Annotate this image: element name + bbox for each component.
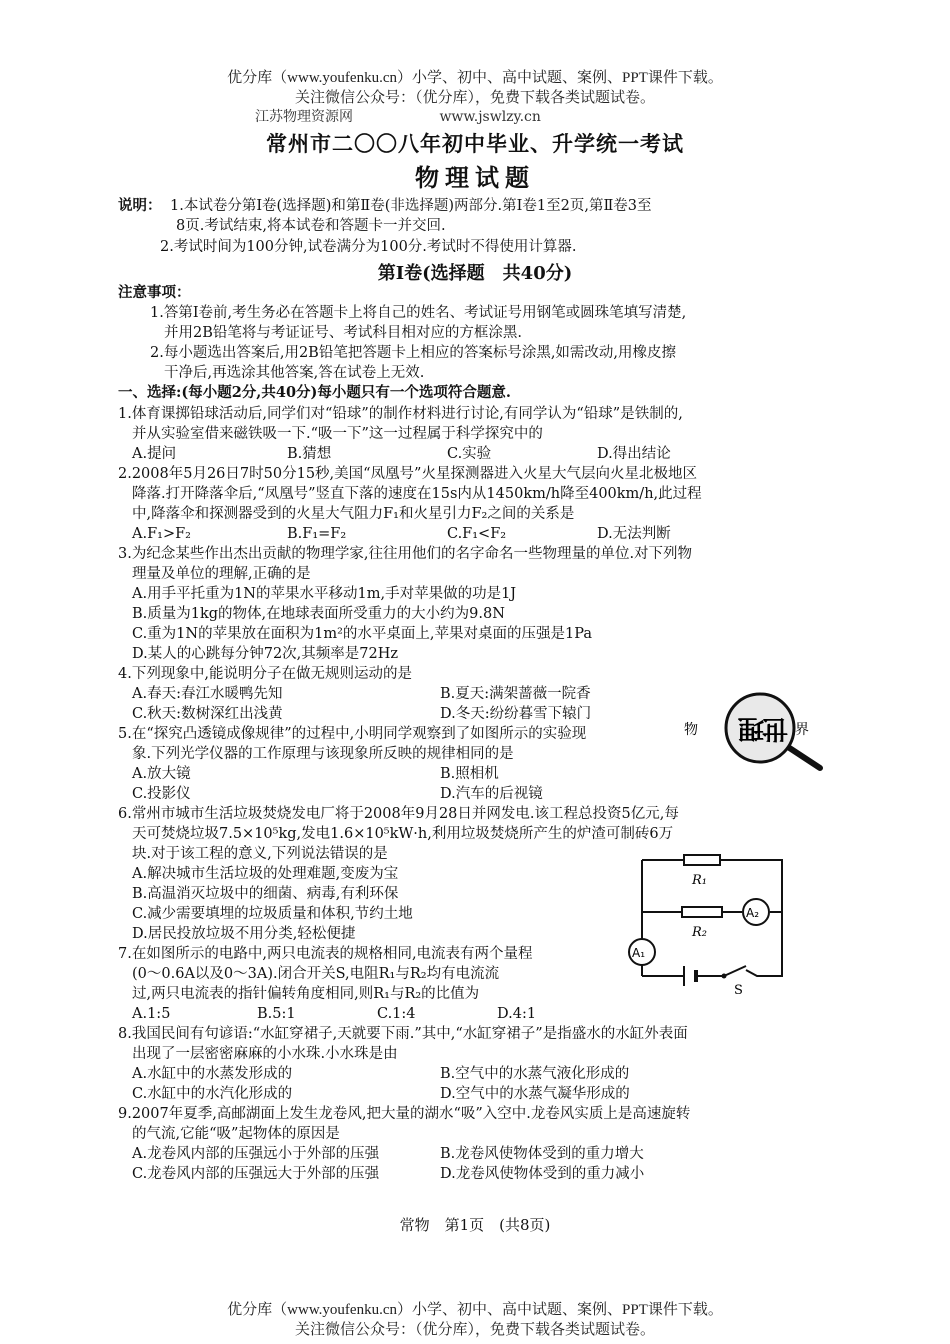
q1-option-d: D.得出结论: [597, 446, 671, 462]
lens-text-right: 界: [795, 722, 809, 738]
lens-figure: [680, 692, 830, 772]
circuit-figure: [622, 852, 802, 998]
instructions-line1b: 8页.考试结束,将本试卷和答题卡一并交回.: [176, 218, 446, 234]
q7-line3: 过,两只电流表的指针偏转角度相同,则R₁与R₂的比值为: [132, 986, 480, 1002]
q2-option-c: C.F₁<F₂: [447, 526, 507, 542]
resource-name: 江苏物理资源网: [255, 109, 353, 125]
q9-line2: 的气流,它能“吸”起物体的原因是: [132, 1126, 340, 1142]
part-title: 第Ⅰ卷(选择题 共40分): [377, 263, 573, 284]
q5-option-d: D.汽车的后视镜: [440, 786, 543, 802]
q6-line3: 块.对于该工程的意义,下列说法错误的是: [132, 846, 388, 862]
q5-option-a: A.放大镜: [132, 766, 191, 782]
q8-line1: 8.我国民间有句谚语:“水缸穿裙子,天就要下雨.”其中,“水缸穿裙子”是指盛水的水缸外表面: [118, 1026, 688, 1042]
q1-options: [132, 444, 671, 464]
watermark-bottom-line1: 优分库（www.youfenku.cn）小学、初中、高中试题、案例、PPT课件下载。: [227, 1302, 723, 1318]
q3-option-d: D.某人的心跳每分钟72次,其频率是72Hz: [132, 646, 399, 662]
q1-option-a: A.提问: [132, 446, 177, 462]
q1-option-b: B.猜想: [287, 446, 332, 462]
resistor-r1: [684, 855, 720, 865]
circuit-svg: [622, 852, 802, 998]
q3-line2: 理量及单位的理解,正确的是: [132, 566, 311, 582]
q8-option-d: D.空气中的水蒸气凝华形成的: [440, 1086, 630, 1102]
q5-option-b: B.照相机: [440, 766, 499, 782]
q6-option-b: B.高温消灭垃圾中的细菌、病毒,有利环保: [132, 886, 399, 902]
notes-label: 注意事项：: [118, 284, 191, 301]
q2-line3: 中,降落伞和探测器受到的火星大气阻力F₁和火星引力F₂之间的关系是: [132, 506, 575, 522]
q4-option-a: A.春天:春江水暖鸭先知: [132, 686, 283, 702]
q2-options: [132, 524, 671, 544]
watermark-top-line1: 优分库（www.youfenku.cn）小学、初中、高中试题、案例、PPT课件下载。: [227, 70, 723, 86]
q4-option-c: C.秋天:数树深红出浅黄: [132, 706, 283, 722]
instructions-label: 说明：: [118, 197, 162, 214]
q6-option-c: C.减少需要填埋的垃圾质量和体积,节约土地: [132, 906, 413, 922]
q1-line2: 并从实验室借来磁铁吸一下.“吸一下”这一过程属于科学探究中的: [132, 426, 543, 442]
q9-line1: 9.2007年夏季,高邮湖面上发生龙卷风,把大量的湖水“吸”入空中.龙卷风实质上是高速旋转: [118, 1106, 691, 1122]
label-r2: R₂: [692, 925, 707, 940]
lens-text-mid1: 理: [737, 713, 764, 743]
section1-heading: 一、选择:(每小题2分,共40分)每小题只有一个选项符合题意.: [118, 384, 511, 401]
resource-url: www.jswlzy.cn: [439, 109, 541, 125]
q1-option-c: C.实验: [447, 446, 492, 462]
q3-option-a: A.用手平托重为1N的苹果水平移动1m,手对苹果做的功是1J: [132, 586, 517, 602]
q6-line1: 6.常州市城市生活垃圾焚烧发电厂将于2008年9月28日并网发电.该工程总投资5亿元,每: [118, 806, 679, 822]
q2-option-d: D.无法判断: [597, 526, 671, 542]
q2-option-a: A.F₁>F₂: [132, 526, 191, 542]
q8-option-b: B.空气中的水蒸气液化形成的: [440, 1066, 630, 1082]
q6-line2: 天可焚烧垃圾7.5×10⁵kg,发电1.6×10⁵kW·h,利用垃圾焚烧所产生的炉渣可制砖6万: [132, 826, 674, 842]
label-switch: S: [734, 983, 743, 998]
lens-text-mid2: 世: [761, 713, 788, 743]
q8-line2: 出现了一层密密麻麻的小水珠.小水珠是由: [132, 1046, 398, 1062]
q5-line1: 5.在“探究凸透镜成像规律”的过程中,小明同学观察到了如图所示的实验现: [118, 726, 587, 742]
page-footer: 常物 第1页 (共8页): [399, 1216, 551, 1234]
subject-title: 物理试题: [415, 163, 535, 192]
q3-option-b: B.质量为1kg的物体,在地球表面所受重力的大小约为9.8N: [132, 606, 505, 622]
note2-line1: 2.每小题选出答案后,用2B铅笔把答题卡上相应的答案标号涂黑,如需改动,用橡皮擦: [150, 345, 677, 361]
q9-option-a: A.龙卷风内部的压强远小于外部的压强: [132, 1146, 380, 1162]
exam-title: 常州市二〇〇八年初中毕业、升学统一考试: [266, 131, 684, 156]
q3-line1: 3.为纪念某些作出杰出贡献的物理学家,往往用他们的名字命名一些物理量的单位.对下列物: [118, 546, 693, 562]
note2-line2: 干净后,再选涂其他答案,答在试卷上无效.: [164, 365, 425, 381]
note1-line1: 1.答第Ⅰ卷前,考生务必在答题卡上将自己的姓名、考试证号用钢笔或圆珠笔填写清楚,: [150, 305, 687, 321]
q9-option-c: C.龙卷风内部的压强远大于外部的压强: [132, 1166, 380, 1182]
watermark-bottom-line2: 关注微信公众号：（优分库），免费下载各类试题试卷。: [294, 1322, 655, 1338]
label-a1: A₁: [632, 946, 646, 960]
q7-options: [132, 1004, 536, 1024]
q3-option-c: C.重为1N的苹果放在面积为1m²的水平桌面上,苹果对桌面的压强是1Pa: [132, 626, 592, 642]
instructions-line1: 1.本试卷分第Ⅰ卷(选择题)和第Ⅱ卷(非选择题)两部分.第Ⅰ卷1至2页,第Ⅱ卷3至: [170, 198, 652, 214]
lens-handle: [788, 747, 820, 768]
q8-option-a: A.水缸中的水蒸发形成的: [132, 1066, 293, 1082]
q2-option-b: B.F₁=F₂: [287, 526, 347, 542]
q4-option-b: B.夏天:满架蔷薇一院香: [440, 686, 591, 702]
watermark-top-line2: 关注微信公众号：（优分库），免费下载各类试题试卷。: [294, 90, 655, 106]
q9-option-b: B.龙卷风使物体受到的重力增大: [440, 1146, 644, 1162]
q4-line1: 4.下列现象中,能说明分子在做无规则运动的是: [118, 666, 412, 682]
q4-option-d: D.冬天:纷纷暮雪下辕门: [440, 706, 592, 722]
instructions-line2: 2.考试时间为100分钟,试卷满分为100分.考试时不得使用计算器.: [160, 239, 577, 255]
switch-lever: [724, 966, 746, 976]
resistor-r2: [682, 907, 722, 917]
q7-line2: (0～0.6A以及0～3A).闭合开关S,电阻R₁与R₂均有电流流: [132, 966, 500, 982]
q9-option-d: D.龙卷风使物体受到的重力减小: [440, 1166, 645, 1182]
q7-line1: 7.在如图所示的电路中,两只电流表的规格相同,电流表有两个量程: [118, 946, 533, 962]
label-r1: R₁: [692, 873, 707, 888]
q6-option-d: D.居民投放垃圾不用分类,轻松便捷: [132, 926, 356, 942]
q7-option-c: C.1:4: [377, 1006, 416, 1022]
q6-option-a: A.解决城市生活垃圾的处理难题,变废为宝: [132, 866, 399, 882]
lens-figure-svg: [680, 692, 830, 772]
q2-line1: 2.2008年5月26日7时50分15秒,美国“凤凰号”火星探测器进入火星大气层向火星北极地区: [118, 466, 697, 482]
q5-option-c: C.投影仪: [132, 786, 191, 802]
q5-line2: 象.下列光学仪器的工作原理与该现象所反映的规律相同的是: [132, 746, 514, 762]
resource-line: [255, 106, 715, 126]
q7-option-a: A.1:5: [132, 1006, 171, 1022]
lens-text-left: 物: [684, 722, 698, 738]
q7-option-b: B.5:1: [257, 1006, 296, 1022]
q8-option-c: C.水缸中的水汽化形成的: [132, 1086, 293, 1102]
q7-option-d: D.4:1: [497, 1006, 537, 1022]
q2-line2: 降落.打开降落伞后,“凤凰号”竖直下落的速度在15s内从1450km/h降至400km/h,此过程: [132, 486, 702, 502]
q1-line1: 1.体育课掷铅球活动后,同学们对“铅球”的制作材料进行讨论,有同学认为“铅球”是铁制的,: [118, 406, 683, 422]
label-a2: A₂: [746, 906, 760, 920]
note1-line2: 并用2B铅笔将与考证证号、考试科目相对应的方框涂黑.: [164, 325, 522, 341]
